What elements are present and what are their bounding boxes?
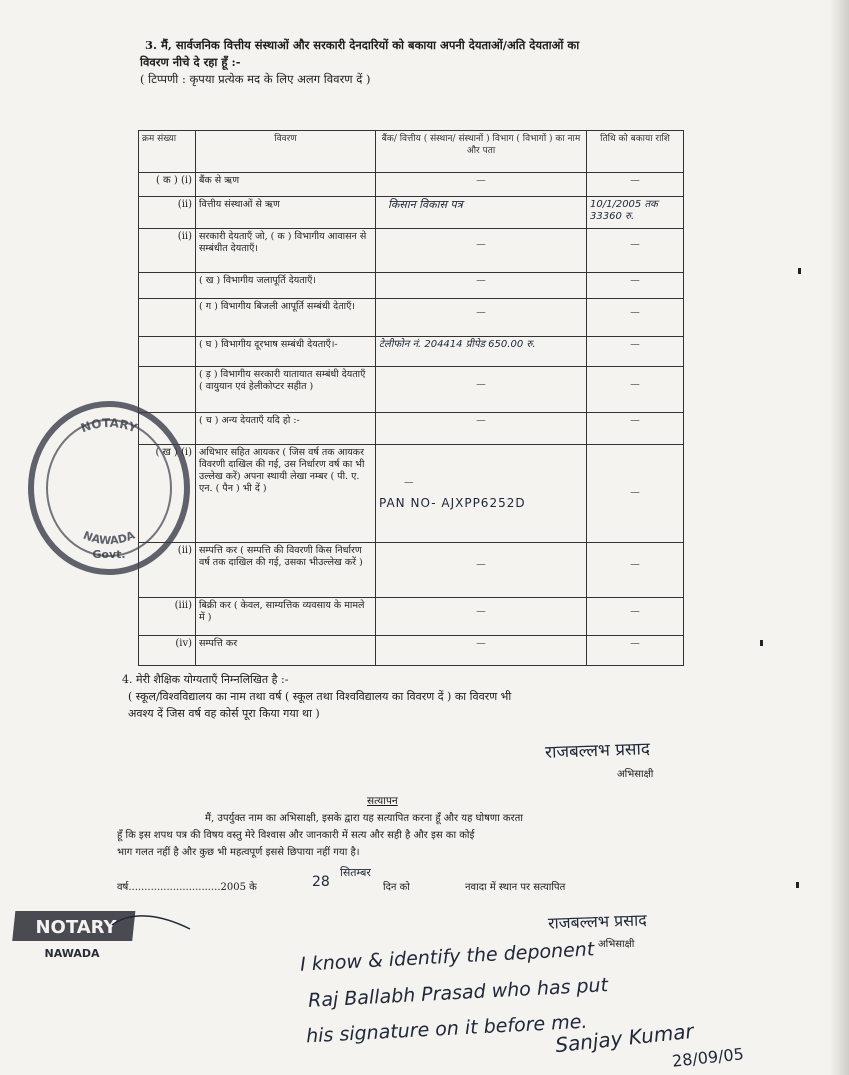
header-due: तिथि को बकाया राशि <box>587 131 684 173</box>
row-desc: ( ख ) विभागीय जलापूर्ति देयताएँ। <box>196 273 376 298</box>
verification-place: नवादा में स्थान पर सत्यापित <box>465 882 566 893</box>
notary-signature-date: 28/09/05 <box>671 1044 745 1071</box>
row-bank: — <box>376 366 587 413</box>
stamp-center-text: Govt. <box>92 548 126 561</box>
ink-mark <box>798 268 801 274</box>
row-due: — <box>587 636 684 666</box>
table-row <box>139 636 684 666</box>
section4-heading: 4. मेरी शैक्षिक योग्यताएँ निम्नलिखित है :- <box>122 673 289 686</box>
row-desc: सरकारी देयताएँ जो, ( क ) विभागीय आवासन से सम्बंधीत देयताएँ। <box>196 228 376 273</box>
row-due: — <box>587 598 684 636</box>
row-bank: — <box>376 298 587 336</box>
notary-mark-bottom: NAWADA <box>44 947 100 960</box>
table-header-row <box>139 131 684 173</box>
row-bank: — <box>376 598 587 636</box>
ink-mark <box>760 640 763 646</box>
ink-mark <box>796 882 799 888</box>
row-serial <box>139 336 196 366</box>
row-desc: ( घ ) विभागीय दूरभाष सम्बंधी देयताएँ।- <box>196 336 376 366</box>
stamp-circle-subtext: NAWADA <box>81 528 137 548</box>
handwritten-note-line1: I know & identify the deponent <box>299 938 595 976</box>
deponent-label: अभिसाक्षी <box>617 769 654 780</box>
row-desc: बैंक से ऋण <box>196 173 376 196</box>
deponent-signature-2: राजबल्लभ प्रसाद <box>547 910 647 933</box>
row-due: — <box>587 336 684 366</box>
pan-number-handwritten: PAN NO- AJXPP6252D <box>379 496 526 511</box>
row-desc: सम्पत्ति कर ( सम्पत्ति की विवरणी किस निर्धारण वर्ष तक दाखिल की गई, उसका भीउल्लेख करें ) <box>196 542 376 597</box>
row-due: — <box>587 173 684 196</box>
table-row <box>139 336 684 366</box>
row-due: — <box>587 228 684 273</box>
table-row <box>139 366 684 413</box>
row-due: — <box>587 413 684 445</box>
row-bank: — <box>376 228 587 273</box>
svg-text:NAWADA <box>81 529 137 548</box>
verification-date-day: 28 <box>312 874 330 890</box>
row-desc: बिक्री कर ( केवल, साम्यत्तिक व्यवसाय के मामले में ) <box>196 598 376 636</box>
table-row <box>139 173 684 196</box>
row-serial <box>139 298 196 336</box>
notary-seal-stamp <box>24 398 194 578</box>
page-edge-shadow <box>829 0 849 1075</box>
verification-line3: भाग गलत नहीं है और कुछ भी महत्वपूर्ण इससे छिपाया नहीं गया है। <box>117 847 360 858</box>
row-bank: — <box>376 636 587 666</box>
verification-date-prefix: वर्ष.............................2005 के <box>117 882 257 893</box>
section3-heading-line2: विवरण नीचे दे रहा हूँ :- <box>140 55 241 69</box>
row-due: — <box>587 273 684 298</box>
row-bank-handwritten: टेलीफोन नं. 204414 प्रीपेड 650.00 रु. <box>376 336 587 366</box>
row-serial: (ii) <box>139 542 196 597</box>
svg-text:NOTARY <box>79 416 140 436</box>
row-desc: ( ड़ ) विभागीय सरकारी यातायात सम्बंधी देयताएँ ( वायुयान एवं हेलीकोप्टर सहीत ) <box>196 366 376 413</box>
row-serial <box>139 273 196 298</box>
verification-line2: हूँ कि इस शपथ पत्र की विषय वस्तु मेरे विश्वास और जानकारी में सत्य और सही है और इस का कोई <box>117 830 475 841</box>
row-bank-handwritten: किसान विकास पत्र <box>376 196 587 228</box>
row-serial: (iii) <box>139 598 196 636</box>
row-serial: (ii) <box>139 196 196 228</box>
section3-heading: 3. मैं, सार्वजनिक वित्तीय संस्थाओं और सरकारी देनदारियों को बकाया अपनी देयताओं/अति देयताओं का <box>145 38 580 52</box>
deponent-signature: राजबल्लभ प्रसाद <box>544 739 651 763</box>
table-row <box>139 228 684 273</box>
deponent-label-2: अभिसाक्षी <box>598 939 635 950</box>
row-desc: अधिभार सहित आयकर ( जिस वर्ष तक आयकर विवरणी दाखिल की गई, उस निर्धारण वर्ष का भी उल्लेख करें) अपना स्थायी लेखा नम्बर ( पी. ए. एन. ( पैन ) भी दें ) <box>196 445 376 543</box>
table-row <box>139 273 684 298</box>
verification-date-suffix: दिन को <box>383 882 410 893</box>
notary-mark-top: NOTARY <box>35 917 117 938</box>
row-serial: ( ख ) (i) <box>139 445 196 543</box>
header-bank: बैंक/ वित्तीय ( संस्थान/ संस्थानों ) विभाग ( विभागों ) का नाम और पता <box>376 131 587 173</box>
row-bank: — <box>376 413 587 445</box>
handwritten-note-line3: his signature on it before me. <box>305 1010 588 1048</box>
table-row <box>139 598 684 636</box>
verification-date-month: सितम्बर <box>340 866 371 879</box>
header-details: विवरण <box>196 131 376 173</box>
row-serial: (iv) <box>139 636 196 666</box>
table-row <box>139 542 684 597</box>
row-desc: ( ग ) विभागीय बिजली आपूर्ति सम्बंधी देताएँ। <box>196 298 376 336</box>
row-due-handwritten: 10/1/2005 तक 33360 रु. <box>587 196 684 228</box>
row-serial: (ii) <box>139 228 196 273</box>
row-bank: — <box>376 173 587 196</box>
row-serial: ( क ) (i) <box>139 173 196 196</box>
verification-title: सत्यापन <box>367 795 398 807</box>
stamp-circle-text: NOTARY <box>78 415 140 436</box>
table-row <box>139 196 684 228</box>
row-due: — <box>587 445 684 543</box>
row-desc: ( च ) अन्य देयताएँ यदि हो :- <box>196 413 376 445</box>
liabilities-table <box>138 130 684 666</box>
section3-note: ( टिप्पणी : कृपया प्रत्येक मद के लिए अलग विवरण दें ) <box>140 72 371 86</box>
row-due: — <box>587 542 684 597</box>
table-row <box>139 298 684 336</box>
notary-rubber-mark <box>12 905 202 965</box>
table-row <box>139 445 684 543</box>
row-desc: सम्पत्ति कर <box>196 636 376 666</box>
header-serial: क्रम संख्या <box>139 131 196 173</box>
row-desc: वित्तीय संस्थाओं से ऋण <box>196 196 376 228</box>
handwritten-note-line2: Raj Ballabh Prasad who has put <box>307 974 609 1012</box>
notary-signature: Sanjay Kumar <box>554 1018 695 1058</box>
section4-line3: अवश्य दें जिस वर्ष वह कोर्स पूरा किया गया था ) <box>128 707 320 720</box>
verification-line1: मैं, उपर्युक्त नाम का अभिसाक्षी, इसके द्वारा यह सत्यापित करना हूँ और यह घोषणा करता <box>205 813 523 824</box>
row-due: — <box>587 366 684 413</box>
row-due: — <box>587 298 684 336</box>
table-row <box>139 413 684 445</box>
row-bank: — <box>376 273 587 298</box>
section4-line2: ( स्कूल/विश्वविद्यालय का नाम तथा वर्ष ( स्कूल तथा विश्वविद्यालय का विवरण दें ) का विवरण भी <box>128 690 512 703</box>
row-bank: — PAN NO- AJXPP6252D <box>376 445 587 543</box>
row-bank: — <box>376 542 587 597</box>
